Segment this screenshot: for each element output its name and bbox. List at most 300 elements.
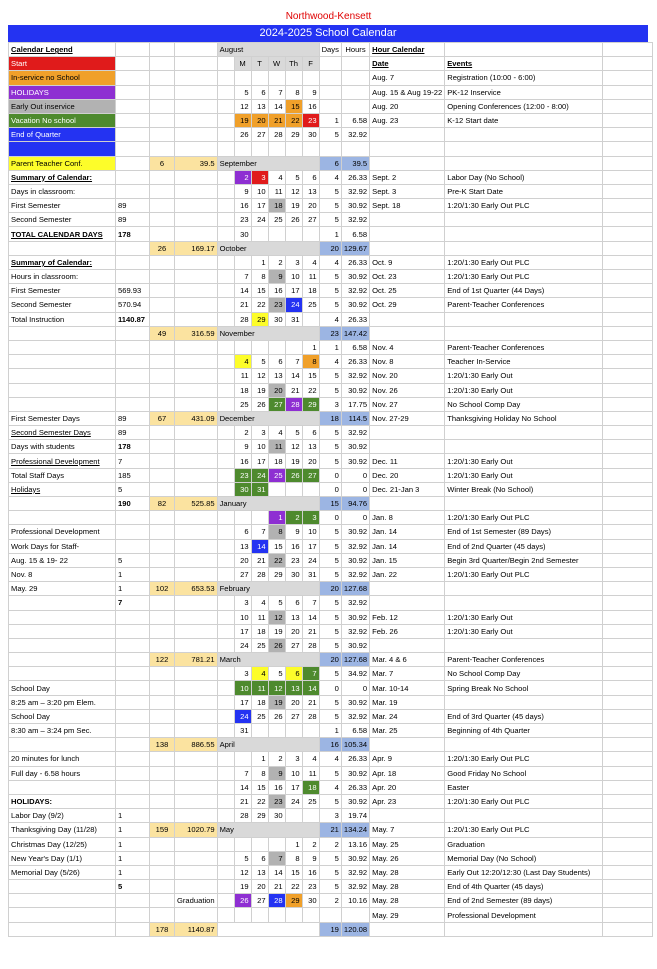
calendar-cell [116, 57, 150, 71]
calendar-cell [116, 695, 150, 709]
calendar-cell [285, 908, 302, 922]
calendar-cell [175, 511, 218, 525]
calendar-cell [603, 539, 653, 553]
calendar-cell [445, 497, 603, 511]
calendar-cell: K-12 Start date [445, 113, 603, 127]
calendar-cell: 5 [319, 184, 341, 198]
calendar-row [9, 71, 653, 85]
calendar-cell: May. 28 [370, 894, 445, 908]
calendar-cell [175, 43, 218, 57]
calendar-cell: Sept. 18 [370, 199, 445, 213]
calendar-cell [175, 71, 218, 85]
calendar-cell [251, 908, 268, 922]
calendar-cell: 5 [319, 128, 341, 142]
calendar-cell: Th [285, 57, 302, 71]
calendar-cell [116, 539, 150, 553]
calendar-cell: 23 [234, 213, 251, 227]
calendar-cell: Graduation [175, 894, 218, 908]
calendar-cell [370, 426, 445, 440]
calendar-cell [217, 752, 234, 766]
calendar-cell [9, 596, 116, 610]
calendar-row [9, 511, 653, 525]
calendar-cell: 94.76 [341, 497, 369, 511]
calendar-cell: 27 [302, 468, 319, 482]
calendar-cell: 2 [234, 426, 251, 440]
calendar-row [9, 227, 653, 241]
calendar-cell [217, 128, 234, 142]
calendar-cell [150, 57, 175, 71]
calendar-cell: 6.58 [341, 113, 369, 127]
calendar-cell [234, 752, 251, 766]
calendar-cell [319, 57, 341, 71]
calendar-cell: Professional Development [445, 908, 603, 922]
calendar-cell: Apr. 9 [370, 752, 445, 766]
calendar-cell [175, 340, 218, 354]
calendar-cell: 17 [234, 695, 251, 709]
calendar-row [9, 142, 653, 156]
calendar-cell: 14 [285, 369, 302, 383]
calendar-cell [445, 326, 603, 340]
calendar-cell: End of 1st Quarter (44 Days) [445, 284, 603, 298]
calendar-cell: 24 [302, 553, 319, 567]
calendar-cell [217, 894, 234, 908]
calendar-cell: 6.58 [341, 724, 369, 738]
calendar-cell: 30.92 [341, 695, 369, 709]
calendar-cell [9, 241, 116, 255]
calendar-cell: 26 [285, 468, 302, 482]
calendar-cell: 25 [302, 794, 319, 808]
calendar-cell: 11 [251, 681, 268, 695]
calendar-cell: 16 [234, 454, 251, 468]
calendar-cell [175, 369, 218, 383]
calendar-cell: 1 [285, 837, 302, 851]
calendar-cell [217, 440, 234, 454]
calendar-row [9, 667, 653, 681]
calendar-cell [116, 142, 150, 156]
calendar-cell: 27 [251, 894, 268, 908]
calendar-cell [150, 355, 175, 369]
calendar-cell [9, 511, 116, 525]
calendar-cell: Oct. 9 [370, 255, 445, 269]
calendar-cell [116, 610, 150, 624]
calendar-cell: 5 [319, 440, 341, 454]
calendar-cell [175, 184, 218, 198]
calendar-cell: In-service no School [9, 71, 116, 85]
calendar-cell [370, 156, 445, 170]
calendar-row [9, 369, 653, 383]
calendar-cell: 190 [116, 497, 150, 511]
calendar-cell: 21 [302, 695, 319, 709]
calendar-cell: 16 [234, 199, 251, 213]
calendar-cell: 14 [268, 99, 285, 113]
calendar-cell: First Semester [9, 284, 116, 298]
calendar-cell [217, 199, 234, 213]
calendar-cell: 20 [319, 241, 341, 255]
calendar-cell [217, 340, 234, 354]
calendar-cell [603, 908, 653, 922]
calendar-cell: 21 [251, 553, 268, 567]
calendar-cell: 3 [251, 426, 268, 440]
calendar-cell [268, 142, 285, 156]
calendar-cell: 4 [319, 255, 341, 269]
calendar-cell: End of 4th Quarter (45 days) [445, 880, 603, 894]
calendar-row [9, 553, 653, 567]
calendar-cell: Beginning of 4th Quarter [445, 724, 603, 738]
calendar-cell [603, 71, 653, 85]
calendar-cell: 5 [319, 709, 341, 723]
calendar-cell [268, 724, 285, 738]
calendar-cell [116, 383, 150, 397]
calendar-cell: 178 [150, 922, 175, 936]
calendar-cell: 5 [116, 880, 150, 894]
calendar-cell: Memorial Day (No School) [445, 851, 603, 865]
calendar-cell: 21 [234, 794, 251, 808]
calendar-cell: 27 [251, 128, 268, 142]
calendar-cell [217, 170, 234, 184]
calendar-cell: 5 [319, 596, 341, 610]
calendar-cell: Good Friday No School [445, 766, 603, 780]
calendar-cell [9, 638, 116, 652]
calendar-cell: 19 [319, 922, 341, 936]
calendar-cell: 0 [319, 482, 341, 496]
calendar-cell [150, 383, 175, 397]
calendar-cell [150, 369, 175, 383]
calendar-cell: 185 [116, 468, 150, 482]
calendar-cell: 1 [319, 340, 341, 354]
calendar-cell: 6 [251, 851, 268, 865]
calendar-cell: 26 [285, 213, 302, 227]
calendar-cell: 4 [319, 780, 341, 794]
calendar-cell [319, 71, 341, 85]
calendar-cell: 4 [251, 667, 268, 681]
calendar-cell: 5 [285, 170, 302, 184]
calendar-cell: 7 [285, 355, 302, 369]
calendar-cell: 120.08 [341, 922, 369, 936]
calendar-cell: 30 [285, 567, 302, 581]
calendar-cell: 7 [116, 454, 150, 468]
calendar-cell [116, 667, 150, 681]
calendar-cell: 20 [319, 582, 341, 596]
calendar-cell [116, 270, 150, 284]
calendar-cell: 30 [268, 809, 285, 823]
calendar-cell: 18 [268, 199, 285, 213]
calendar-cell: 10 [285, 766, 302, 780]
calendar-cell: 27 [268, 397, 285, 411]
calendar-cell: 5 [319, 454, 341, 468]
calendar-cell: 5 [319, 369, 341, 383]
calendar-cell: 114.5 [341, 411, 369, 425]
calendar-cell: 129.67 [341, 241, 369, 255]
calendar-cell [217, 184, 234, 198]
calendar-row [9, 809, 653, 823]
calendar-cell [445, 638, 603, 652]
calendar-cell: 30.92 [341, 851, 369, 865]
calendar-row [9, 383, 653, 397]
calendar-cell [603, 312, 653, 326]
calendar-cell [150, 71, 175, 85]
calendar-cell: 13 [285, 610, 302, 624]
calendar-cell [9, 908, 116, 922]
calendar-cell [175, 766, 218, 780]
calendar-cell [175, 681, 218, 695]
calendar-cell [268, 482, 285, 496]
calendar-cell: 1140.87 [175, 922, 218, 936]
calendar-cell: Start [9, 57, 116, 71]
calendar-cell: 9 [285, 525, 302, 539]
calendar-cell [603, 213, 653, 227]
calendar-cell: 7 [302, 667, 319, 681]
calendar-cell: 28 [234, 809, 251, 823]
calendar-cell: Days in classroom: [9, 184, 116, 198]
calendar-cell [251, 227, 268, 241]
calendar-cell [268, 837, 285, 851]
calendar-row [9, 57, 653, 71]
calendar-cell [445, 426, 603, 440]
calendar-cell: 17.75 [341, 397, 369, 411]
calendar-cell [234, 142, 251, 156]
calendar-row [9, 326, 653, 340]
calendar-cell [150, 270, 175, 284]
calendar-cell: 32.92 [341, 184, 369, 198]
calendar-cell: 1 [319, 724, 341, 738]
calendar-cell: Early Out 12:20/12:30 (Last Day Students) [445, 865, 603, 879]
calendar-cell [150, 695, 175, 709]
calendar-cell [603, 440, 653, 454]
calendar-row [9, 894, 653, 908]
calendar-cell: 570.94 [116, 298, 150, 312]
calendar-cell [603, 653, 653, 667]
calendar-cell [370, 326, 445, 340]
calendar-cell [217, 270, 234, 284]
calendar-cell: January [217, 497, 319, 511]
calendar-cell [217, 355, 234, 369]
calendar-cell [150, 667, 175, 681]
calendar-cell [251, 511, 268, 525]
calendar-row [9, 865, 653, 879]
calendar-row [9, 411, 653, 425]
calendar-cell: 30.92 [341, 766, 369, 780]
calendar-row [9, 284, 653, 298]
calendar-cell [9, 610, 116, 624]
calendar-cell [603, 156, 653, 170]
calendar-cell: 17 [234, 624, 251, 638]
calendar-cell [9, 624, 116, 638]
calendar-cell: September [217, 156, 319, 170]
calendar-cell [302, 71, 319, 85]
calendar-cell: 1:20/1:30 Early Out PLC [445, 567, 603, 581]
calendar-cell: 22 [268, 553, 285, 567]
calendar-cell: Pre-K Start Date [445, 184, 603, 198]
calendar-cell: 19 [268, 624, 285, 638]
calendar-cell [603, 596, 653, 610]
calendar-cell: Aug. 20 [370, 99, 445, 113]
calendar-cell: Events [445, 57, 603, 71]
calendar-cell: 8 [268, 525, 285, 539]
calendar-cell: 9 [268, 766, 285, 780]
calendar-cell: 10 [302, 525, 319, 539]
calendar-cell [217, 99, 234, 113]
calendar-cell: 5 [319, 199, 341, 213]
calendar-row [9, 766, 653, 780]
calendar-cell [150, 142, 175, 156]
calendar-cell: HOLIDAYS: [9, 794, 116, 808]
calendar-cell [150, 809, 175, 823]
calendar-cell: 18 [234, 383, 251, 397]
calendar-cell: 5 [319, 213, 341, 227]
calendar-cell: 5 [319, 383, 341, 397]
calendar-cell [370, 213, 445, 227]
calendar-cell [175, 794, 218, 808]
calendar-cell [150, 298, 175, 312]
calendar-cell [217, 468, 234, 482]
calendar-cell [116, 794, 150, 808]
calendar-cell: No School Comp Day [445, 397, 603, 411]
calendar-cell: 32.92 [341, 865, 369, 879]
calendar-cell [302, 908, 319, 922]
calendar-cell: 1 [116, 809, 150, 823]
calendar-cell: Nov. 27 [370, 397, 445, 411]
calendar-cell: 12 [234, 865, 251, 879]
calendar-cell [150, 454, 175, 468]
calendar-cell [217, 794, 234, 808]
calendar-cell: 12 [285, 184, 302, 198]
calendar-cell: 1:20/1:30 Early Out PLC [445, 794, 603, 808]
calendar-cell: End of 2nd Quarter (45 days) [445, 539, 603, 553]
calendar-cell: 11 [268, 440, 285, 454]
calendar-cell: 0 [341, 468, 369, 482]
calendar-cell [150, 312, 175, 326]
calendar-cell [175, 724, 218, 738]
calendar-cell: 3 [302, 511, 319, 525]
calendar-cell: 7 [302, 596, 319, 610]
calendar-cell [150, 709, 175, 723]
calendar-cell: Memorial Day (5/26) [9, 865, 116, 879]
calendar-cell [175, 610, 218, 624]
calendar-row [9, 355, 653, 369]
calendar-cell: 0 [319, 468, 341, 482]
calendar-cell: 28 [268, 128, 285, 142]
calendar-cell: HOLIDAYS [9, 85, 116, 99]
calendar-cell: Thanksgiving Day (11/28) [9, 823, 116, 837]
calendar-cell [603, 695, 653, 709]
calendar-cell: 20 [319, 653, 341, 667]
calendar-cell: 6 [268, 355, 285, 369]
calendar-cell: Professional Development [9, 525, 116, 539]
calendar-cell: Total Staff Days [9, 468, 116, 482]
calendar-cell [445, 738, 603, 752]
calendar-cell: 11 [302, 766, 319, 780]
calendar-cell [445, 156, 603, 170]
calendar-cell: Days with students [9, 440, 116, 454]
calendar-cell [9, 922, 116, 936]
calendar-cell: Parent Teacher Conf. [9, 156, 116, 170]
calendar-cell [175, 865, 218, 879]
calendar-cell: Easter [445, 780, 603, 794]
calendar-cell [175, 752, 218, 766]
calendar-cell: 3 [234, 596, 251, 610]
calendar-cell: Oct. 29 [370, 298, 445, 312]
calendar-cell: 19 [268, 695, 285, 709]
calendar-cell: Thanksgiving Holiday No School [445, 411, 603, 425]
calendar-cell [150, 199, 175, 213]
calendar-cell: 5 [319, 298, 341, 312]
calendar-cell: 15 [319, 497, 341, 511]
calendar-cell [268, 227, 285, 241]
calendar-cell [116, 71, 150, 85]
calendar-cell [150, 596, 175, 610]
calendar-cell [175, 113, 218, 127]
calendar-row [9, 823, 653, 837]
calendar-cell: 13 [285, 681, 302, 695]
calendar-cell: 15 [285, 865, 302, 879]
calendar-cell [150, 184, 175, 198]
calendar-cell [175, 440, 218, 454]
calendar-cell: 5 [319, 695, 341, 709]
calendar-cell: 5 [319, 270, 341, 284]
calendar-cell: 102 [150, 582, 175, 596]
calendar-cell [445, 440, 603, 454]
calendar-cell: May. 26 [370, 851, 445, 865]
calendar-cell: May. 29 [9, 582, 116, 596]
calendar-cell [116, 638, 150, 652]
calendar-cell: Registration (10:00 - 6:00) [445, 71, 603, 85]
calendar-row [9, 539, 653, 553]
calendar-cell [217, 213, 234, 227]
calendar-cell: 2 [234, 170, 251, 184]
calendar-row [9, 880, 653, 894]
calendar-cell: 32.92 [341, 567, 369, 581]
calendar-cell [217, 369, 234, 383]
calendar-cell: 781.21 [175, 653, 218, 667]
calendar-cell [217, 142, 234, 156]
calendar-cell: 15 [268, 539, 285, 553]
calendar-cell: Calendar Legend [9, 43, 116, 57]
calendar-cell [217, 596, 234, 610]
calendar-cell: 23 [319, 326, 341, 340]
calendar-cell [603, 43, 653, 57]
calendar-cell [217, 397, 234, 411]
calendar-cell: 6 [302, 426, 319, 440]
calendar-cell: 18 [251, 695, 268, 709]
calendar-cell [234, 255, 251, 269]
calendar-cell: Mar. 4 & 6 [370, 653, 445, 667]
calendar-cell: 2 [285, 511, 302, 525]
calendar-cell [603, 241, 653, 255]
calendar-cell: 8 [285, 85, 302, 99]
calendar-cell [603, 85, 653, 99]
calendar-row [9, 837, 653, 851]
calendar-cell [603, 780, 653, 794]
calendar-cell: 23 [285, 553, 302, 567]
calendar-cell: Nov. 4 [370, 340, 445, 354]
calendar-cell: T [251, 57, 268, 71]
calendar-cell: 0 [341, 482, 369, 496]
calendar-cell [150, 851, 175, 865]
calendar-cell [285, 482, 302, 496]
calendar-cell: 25 [251, 709, 268, 723]
calendar-cell: 18 [268, 454, 285, 468]
calendar-cell [175, 695, 218, 709]
calendar-cell: 15 [251, 284, 268, 298]
calendar-cell [268, 71, 285, 85]
calendar-cell: 30 [302, 128, 319, 142]
calendar-cell: 5 [319, 865, 341, 879]
calendar-cell: Apr. 20 [370, 780, 445, 794]
calendar-cell: New Year's Day (1/1) [9, 851, 116, 865]
calendar-cell [285, 809, 302, 823]
calendar-cell [603, 880, 653, 894]
calendar-cell: 28 [285, 397, 302, 411]
